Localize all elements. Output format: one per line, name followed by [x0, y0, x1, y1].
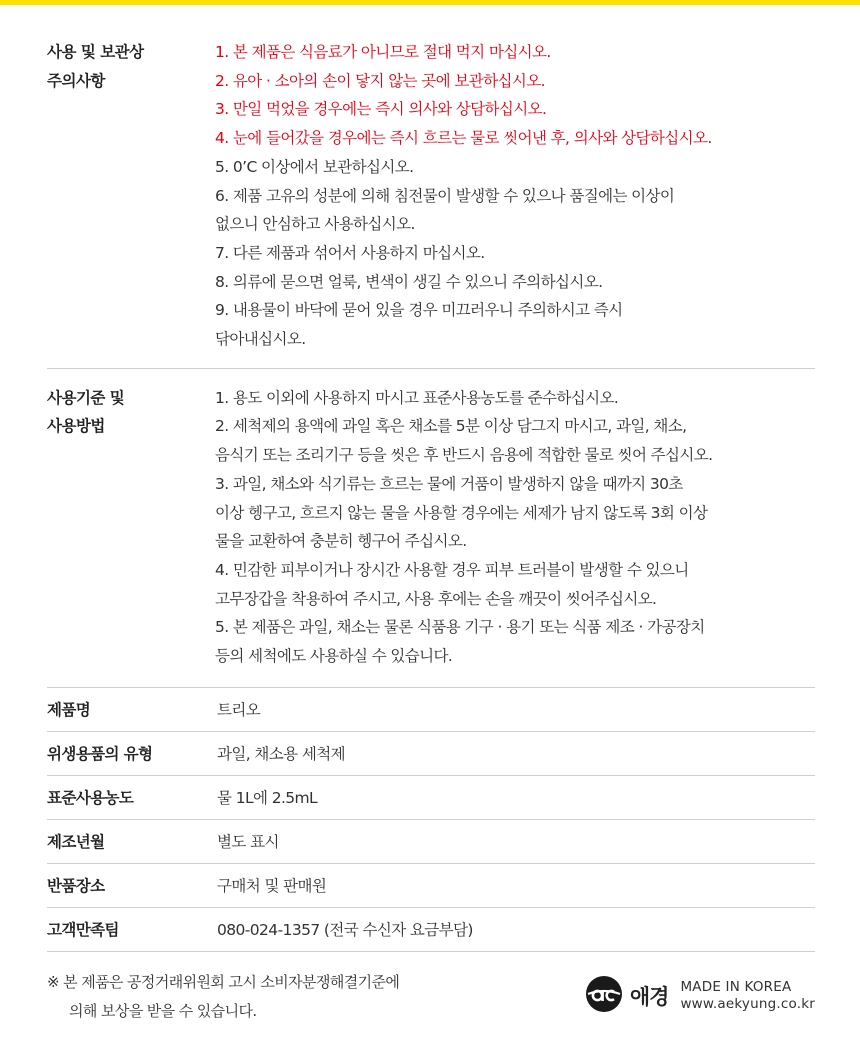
usage-line: 5. 본 제품은 과일, 채소는 물론 식품용 기구 · 용기 또는 식품 제조 · 가공장치 — [215, 618, 705, 637]
concentration-label: 표준사용농도 — [47, 789, 134, 808]
precaution-line: 5. 0’C 이상에서 보관하십시오. — [215, 157, 414, 176]
brand-info — [680, 979, 815, 1013]
product-type-value: 과일, 채소용 세척제 — [217, 745, 345, 764]
precautions-section — [47, 30, 815, 369]
table-row — [47, 688, 815, 732]
warning-line: 3. 만일 먹었을 경우에는 즉시 의사와 상담하십시오. — [215, 100, 547, 119]
brand-block — [584, 974, 815, 1018]
customer-team-label: 고객만족팀 — [47, 921, 119, 940]
manufacture-date-label: 제조년월 — [47, 833, 105, 852]
aekyung-logo-icon — [584, 974, 624, 1018]
brand-name: 애경 — [629, 985, 669, 1009]
precaution-line: 6. 제품 고유의 성분에 의해 침전물이 발생할 수 있으나 품질에는 이상이 — [215, 186, 675, 205]
usage-line: 이상 헹구고, 흐르지 않는 물을 사용할 경우에는 세제가 남지 않도록 3회 이상 — [215, 503, 708, 522]
warning-line: 1. 본 제품은 식음료가 아니므로 절대 먹지 마십시오. — [215, 43, 551, 61]
usage-line: 음식기 또는 조리기구 등을 씻은 후 반드시 음용에 적합한 물로 씻어 주십시오. — [215, 446, 713, 465]
manufacture-date-value: 별도 표시 — [217, 833, 279, 852]
product-info-panel — [47, 30, 815, 952]
precautions-content — [215, 38, 815, 354]
precautions-label-line1: 사용 및 보관상 — [47, 43, 144, 61]
precaution-line: 9. 내용물이 바닥에 묻어 있을 경우 미끄러우니 주의하시고 즉시 — [215, 301, 623, 320]
precaution-line: 8. 의류에 묻으면 얼룩, 변색이 생길 수 있으니 주의하십시오. — [215, 272, 603, 291]
usage-line: 2. 세척제의 용액에 과일 혹은 채소를 5분 이상 담그지 마시고, 과일, 채소, — [215, 417, 687, 436]
usage-line: 1. 용도 이외에 사용하지 마시고 표준사용농도를 준수하십시오. — [215, 388, 619, 407]
precaution-line: 닦아내십시오. — [215, 330, 306, 349]
concentration-value: 물 1L에 2.5mL — [217, 789, 318, 808]
warning-line: 2. 유아 · 소아의 손이 닿지 않는 곳에 보관하십시오. — [215, 71, 545, 90]
brand-logo — [584, 974, 669, 1018]
usage-label-line2: 사용방법 — [47, 417, 105, 436]
table-row — [47, 864, 815, 908]
usage-label-line1: 사용기준 및 — [47, 388, 125, 407]
precautions-label — [47, 38, 215, 354]
usage-line: 등의 세척에도 사용하실 수 있습니다. — [215, 647, 453, 666]
usage-content — [215, 384, 815, 671]
website-text: www.aekyung.co.kr — [680, 996, 815, 1012]
note-line: 의해 보상을 받을 수 있습니다. — [69, 1002, 257, 1020]
product-name-label: 제품명 — [47, 701, 91, 720]
table-row — [47, 820, 815, 864]
precaution-line: 없으니 안심하고 사용하십시오. — [215, 215, 415, 234]
product-type-label: 위생용품의 유형 — [47, 745, 153, 764]
product-name-value: 트리오 — [217, 701, 261, 720]
usage-line: 고무장갑을 착용하여 주시고, 사용 후에는 손을 깨끗이 씻어주십시오. — [215, 589, 657, 608]
usage-line: 물을 교환하여 충분히 헹구어 주십시오. — [215, 532, 467, 551]
compensation-note — [47, 968, 399, 1026]
precautions-label-line2: 주의사항 — [47, 71, 105, 90]
usage-line: 3. 과일, 채소와 식기류는 흐르는 물에 거품이 발생하지 않을 때까지 30초 — [215, 474, 683, 493]
return-place-label: 반품장소 — [47, 877, 105, 896]
warning-line: 4. 눈에 들어갔을 경우에는 즉시 흐르는 물로 씻어낸 후, 의사와 상담하십시오. — [215, 129, 712, 148]
usage-section — [47, 369, 815, 688]
footer — [47, 968, 815, 1038]
note-line: ※ 본 제품은 공정거래위원회 고시 소비자분쟁해결기준에 — [47, 973, 400, 991]
table-row — [47, 732, 815, 776]
precaution-line: 7. 다른 제품과 섞어서 사용하지 마십시오. — [215, 243, 485, 262]
usage-label — [47, 384, 215, 671]
customer-team-value: 080-024-1357 (전국 수신자 요금부담) — [217, 921, 473, 940]
top-accent-bar — [0, 0, 860, 5]
usage-line: 4. 민감한 피부이거나 장시간 사용할 경우 피부 트러블이 발생할 수 있으니 — [215, 560, 689, 579]
table-row — [47, 776, 815, 820]
made-in-text: MADE IN KOREA — [680, 979, 792, 995]
table-row — [47, 908, 815, 952]
return-place-value: 구매처 및 판매원 — [217, 877, 327, 896]
